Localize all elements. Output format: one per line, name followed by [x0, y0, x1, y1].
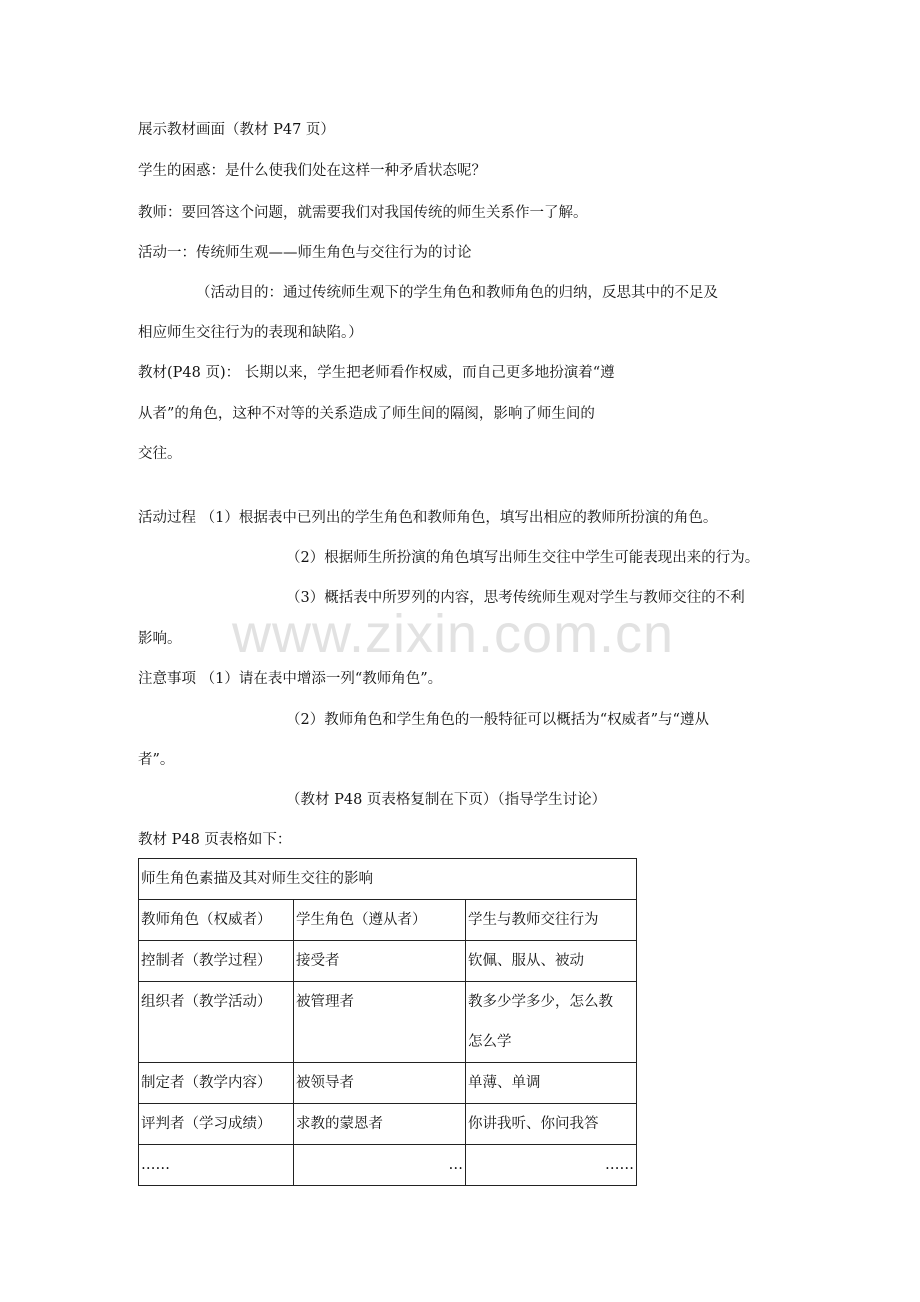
text-line: 注意事项 （1）请在表中增添一列“教师角色”。: [138, 671, 443, 687]
table-cell: 你讲我听、你问我答: [466, 1104, 637, 1145]
text-line: 影响。: [138, 631, 182, 647]
column-header: 教师角色（权威者）: [139, 900, 294, 941]
table-title: 师生角色素描及其对师生交往的影响: [139, 859, 637, 900]
table-cell: 被管理者: [294, 982, 466, 1063]
table-cell: 控制者（教学过程）: [139, 941, 294, 982]
text-line: 交往。: [138, 446, 182, 462]
cell-line: 教多少学多少，怎么教: [468, 994, 613, 1010]
column-header: 学生与教师交往行为: [466, 900, 637, 941]
table-header-row: [139, 900, 637, 941]
text-line: 教师：要回答这个问题，就需要我们对我国传统的师生关系作一了解。: [138, 205, 588, 221]
table-cell: 制定者（教学内容）: [139, 1063, 294, 1104]
table-cell: 评判者（学习成绩）: [139, 1104, 294, 1145]
table-title-row: [139, 859, 637, 900]
table-row: [139, 982, 637, 1063]
text-line: （活动目的：通过传统师生观下的学生角色和教师角色的归纳，反思其中的不足及: [196, 285, 718, 301]
table-row: [139, 1063, 637, 1104]
table-cell: 组织者（教学活动）: [139, 982, 294, 1063]
table-cell: ……: [466, 1145, 637, 1186]
cell-line: 怎么学: [468, 1034, 512, 1050]
table-cell: 接受者: [294, 941, 466, 982]
text-line: （2）教师角色和学生角色的一般特征可以概括为“权威者”与“遵从: [286, 712, 709, 728]
text-line: 学生的困惑：是什么使我们处在这样一种矛盾状态呢？: [138, 163, 486, 179]
table-cell: ……: [139, 1145, 294, 1186]
column-header: 学生角色（遵从者）: [294, 900, 466, 941]
text-line: 者”。: [138, 752, 175, 768]
table-cell: 被领导者: [294, 1063, 466, 1104]
text-line: 教材(P48 页)： 长期以来，学生把老师看作权威，而自己更多地扮演着“遵: [138, 365, 615, 381]
role-table: [138, 858, 637, 1186]
table-cell: 钦佩、服从、被动: [466, 941, 637, 982]
text-line: （3）概括表中所罗列的内容，思考传统师生观对学生与教师交往的不利: [286, 590, 745, 606]
table-cell: …: [294, 1145, 466, 1186]
table-cell: [466, 982, 637, 1063]
text-line: 相应师生交往行为的表现和缺陷。）: [138, 325, 363, 341]
table-row: [139, 1145, 637, 1186]
table-cell: 求教的蒙恩者: [294, 1104, 466, 1145]
watermark: www.zixin.com.cn: [232, 604, 675, 664]
text-line: 教材 P48 页表格如下：: [138, 832, 292, 848]
table-cell: 单薄、单调: [466, 1063, 637, 1104]
table-row: [139, 941, 637, 982]
table-row: [139, 1104, 637, 1145]
text-line: （2）根据师生所扮演的角色填写出师生交往中学生可能表现出来的行为。: [286, 550, 760, 566]
text-line: 从者”的角色，这种不对等的关系造成了师生间的隔阂，影响了师生间的: [138, 406, 595, 422]
text-line: 活动过程 （1）根据表中已列出的学生角色和教师角色，填写出相应的教师所扮演的角色。: [138, 510, 718, 526]
text-line: 活动一：传统师生观——师生角色与交往行为的讨论: [138, 245, 472, 261]
text-line: （教材 P48 页表格复制在下页）（指导学生讨论）: [286, 792, 607, 808]
text-line: 展示教材画面（教材 P47 页）: [138, 122, 335, 138]
